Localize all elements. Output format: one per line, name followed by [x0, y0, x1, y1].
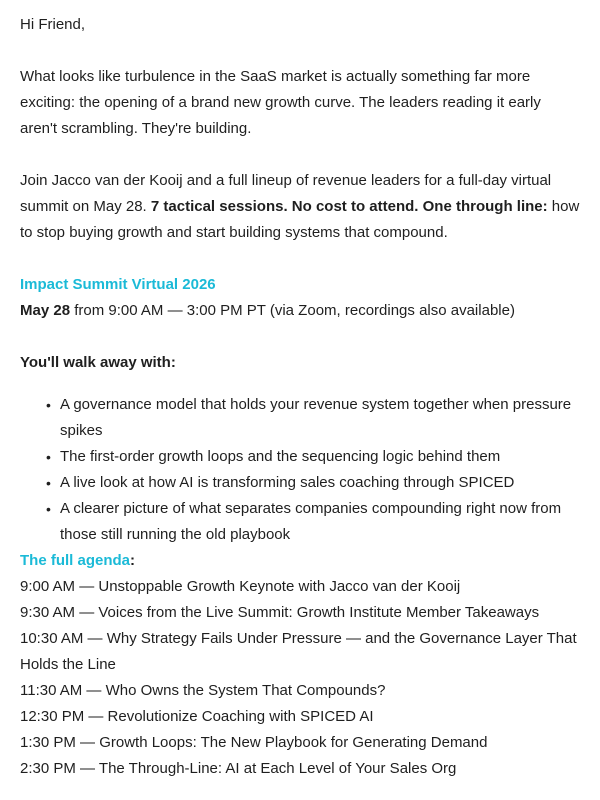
join-paragraph	[20, 168, 580, 246]
agenda-item: 2:30 PM — The Through-Line: AI at Each Level of Your Sales Org	[20, 760, 457, 777]
spacer	[20, 324, 580, 350]
event-details-line	[20, 298, 580, 324]
agenda-heading	[20, 548, 580, 574]
list-item-text: The first-order growth loops and the sequencing logic behind them	[60, 448, 501, 465]
agenda-heading-colon: :	[130, 552, 136, 569]
greeting: Hi Friend,	[20, 16, 86, 33]
takeaways-list	[20, 392, 580, 548]
bullet-icon: •	[46, 501, 51, 517]
spacer	[20, 38, 580, 64]
event-name: Impact Summit Virtual 2026	[20, 276, 216, 293]
event-date: May 28	[20, 302, 71, 319]
takeaways-heading-text: You'll walk away with:	[20, 354, 176, 371]
agenda-list	[20, 574, 580, 782]
join-lead: Join Jacco van der Kooij and a full lineup of revenue leaders for a full-day virtual summit on May 28.	[20, 172, 552, 215]
join-tail: how to stop buying growth and start building systems that compound.	[20, 198, 580, 241]
list-item-text: A clearer picture of what separates companies compounding right now from those still running the old playbook	[60, 500, 562, 543]
takeaways-heading	[20, 350, 580, 376]
agenda-item: 9:30 AM — Voices from the Live Summit: Growth Institute Member Takeaways	[20, 604, 540, 621]
spacer	[20, 142, 580, 168]
join-bold: 7 tactical sessions. No cost to attend. One through line:	[150, 198, 548, 215]
agenda-item: 1:30 PM — Growth Loops: The New Playbook for Generating Demand	[20, 734, 488, 751]
event-details: from 9:00 AM — 3:00 PM PT (via Zoom, recordings also available)	[74, 302, 515, 319]
list-item	[46, 444, 580, 470]
list-item-text: A governance model that holds your revenue system together when pressure spikes	[60, 396, 572, 439]
agenda-heading-text: The full agenda	[20, 552, 131, 569]
bullet-icon: •	[46, 397, 51, 413]
bullet-icon: •	[46, 475, 51, 491]
agenda-item: 10:30 AM — Why Strategy Fails Under Pressure — and the Governance Layer That Holds the Line	[20, 630, 577, 673]
list-item	[46, 470, 580, 496]
agenda-item: 12:30 PM — Revolutionize Coaching with SPICED AI	[20, 708, 374, 725]
list-item	[46, 392, 580, 444]
spacer	[20, 246, 580, 272]
bullet-icon: •	[46, 449, 51, 465]
list-item-text: A live look at how AI is transforming sales coaching through SPICED	[60, 474, 515, 491]
agenda-item: 9:00 AM — Unstoppable Growth Keynote with Jacco van der Kooij	[20, 578, 461, 595]
agenda-item: 11:30 AM — Who Owns the System That Compounds?	[20, 682, 386, 699]
intro-paragraph: What looks like turbulence in the SaaS market is actually something far more exciting: the opening of a brand new growth curve. The leaders reading it early aren't scrambling. They're building.	[20, 68, 541, 137]
list-item	[46, 496, 580, 548]
